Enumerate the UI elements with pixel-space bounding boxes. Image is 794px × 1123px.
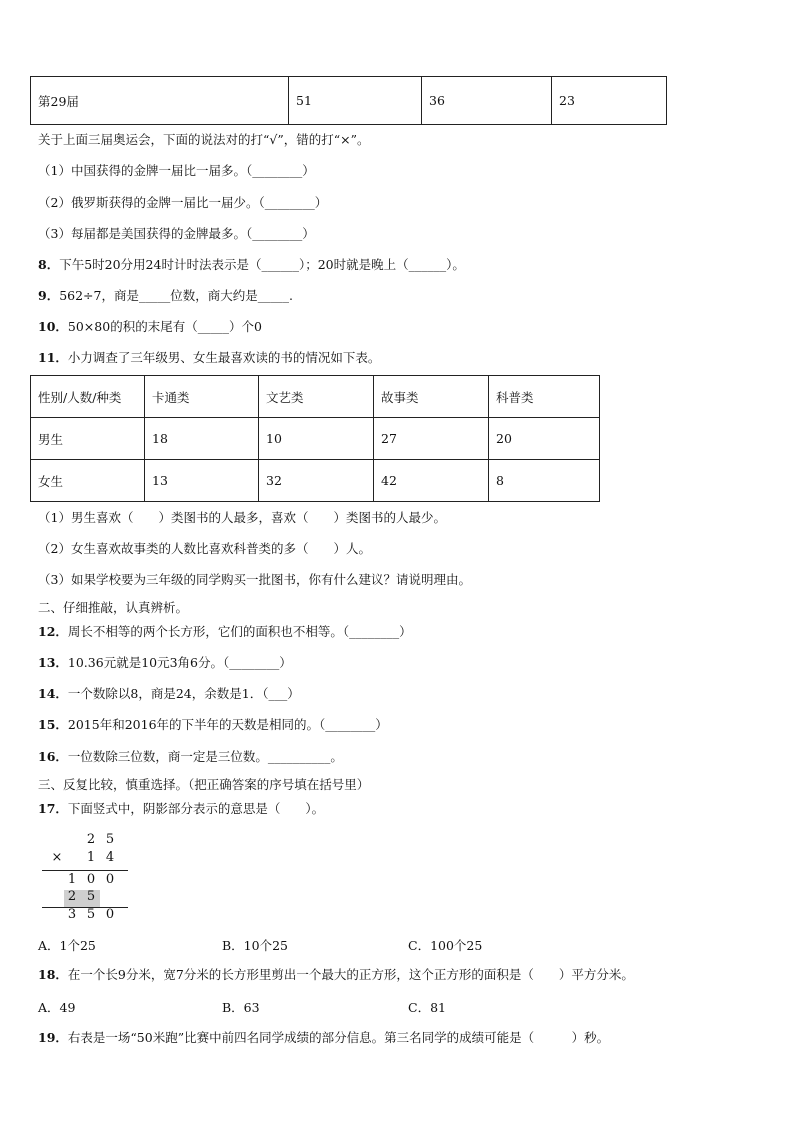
question-text: 562÷7，商是_____位数，商大约是_____.: [59, 288, 293, 303]
table-cell: 20: [489, 418, 600, 460]
option-b: B．10个25: [222, 938, 288, 953]
vertical-multiplication: [40, 828, 140, 928]
table-header-row: [31, 376, 600, 418]
table-header-cell: 科普类: [489, 376, 600, 418]
section-heading: 二、仔细推敲，认真辨析。: [38, 600, 189, 615]
question-text: 一个数除以8，商是24，余数是1．（___）: [67, 686, 300, 701]
q11-sub: （2）女生喜欢故事类的人数比喜欢科普类的多（ ）人。: [38, 541, 371, 556]
question-17: [38, 801, 324, 817]
question-number: 17．: [38, 801, 68, 816]
question-10: [38, 319, 262, 335]
q11-sub: （1）男生喜欢（ ）类图书的人最多，喜欢（ ）类图书的人最少。: [38, 510, 446, 525]
digit: 5: [86, 889, 96, 904]
multiply-sign: ×: [51, 850, 63, 865]
question-9: [38, 288, 293, 304]
table-row: [31, 77, 667, 125]
question-text: 在一个长9分米，宽7分米的长方形里剪出一个最大的正方形，这个正方形的面积是（ ）平方分米。: [67, 967, 634, 982]
table-cell: 32: [259, 460, 374, 502]
section-heading: 三、反复比较，慎重选择。（把正确答案的序号填在括号里）: [38, 777, 370, 792]
digit: 5: [105, 832, 115, 847]
question-text: 小力调查了三年级男、女生最喜欢读的书的情况如下表。: [67, 350, 381, 365]
table-cell: 第29届: [31, 77, 289, 125]
question-number: 11．: [38, 350, 68, 365]
question-number: 16．: [38, 749, 68, 764]
q7-intro: 关于上面三届奥运会，下面的说法对的打“√”，错的打“×”。: [38, 132, 370, 147]
digit: 5: [86, 907, 96, 922]
option-a: A．49: [38, 1000, 76, 1015]
table-header-cell: 文艺类: [259, 376, 374, 418]
question-text: 一位数除三位数，商一定是三位数。__________。: [67, 749, 343, 764]
table-cell: 8: [489, 460, 600, 502]
question-text: 周长不相等的两个长方形，它们的面积也不相等。（________）: [67, 624, 412, 639]
table-cell: 23: [552, 77, 667, 125]
digit: 0: [105, 907, 115, 922]
digit: 3: [67, 907, 77, 922]
table-cell: 男生: [31, 418, 145, 460]
table-header-cell: 故事类: [374, 376, 489, 418]
question-number: 19．: [38, 1030, 68, 1045]
question-number: 8．: [38, 257, 60, 272]
book-survey-table: [30, 375, 600, 502]
table-cell: 51: [289, 77, 422, 125]
q7-item: （1）中国获得的金牌一届比一届多。（________）: [38, 163, 315, 178]
q7-item: （2）俄罗斯获得的金牌一届比一届少。（________）: [38, 195, 328, 210]
option-c: C．100个25: [408, 938, 483, 953]
table-cell: 36: [422, 77, 552, 125]
q7-item: （3）每届都是美国获得的金牌最多。（________）: [38, 226, 315, 241]
table-row: [31, 460, 600, 502]
question-number: 13．: [38, 655, 68, 670]
question-number: 12．: [38, 624, 68, 639]
question-text: 右表是一场“50米跑”比赛中前四名同学成绩的部分信息。第三名同学的成绩可能是（ ）秒。: [67, 1030, 610, 1045]
digit: 1: [67, 872, 77, 887]
question-13: [38, 655, 292, 671]
digit: 4: [105, 850, 115, 865]
question-number: 9．: [38, 288, 60, 303]
digit: 2: [67, 889, 77, 904]
digit: 0: [105, 872, 115, 887]
olympic-table: [30, 76, 667, 125]
table-cell: 女生: [31, 460, 145, 502]
question-19: [38, 1030, 609, 1046]
divider-line: [42, 870, 128, 871]
digit: 1: [86, 850, 96, 865]
table-cell: 18: [145, 418, 259, 460]
table-cell: 13: [145, 460, 259, 502]
table-header-cell: 性别/人数/种类: [31, 376, 145, 418]
question-number: 14．: [38, 686, 68, 701]
option-b: B．63: [222, 1000, 260, 1015]
question-15: [38, 717, 388, 733]
table-row: [31, 418, 600, 460]
table-header-cell: 卡通类: [145, 376, 259, 418]
table-cell: 10: [259, 418, 374, 460]
question-text: 下午5时20分用24时计时法表示是（______）；20时就是晚上（______）。: [59, 257, 465, 272]
question-number: 18．: [38, 967, 68, 982]
question-11: [38, 350, 380, 366]
question-14: [38, 686, 300, 702]
question-8: [38, 257, 465, 273]
digit: 2: [86, 832, 96, 847]
question-text: 50×80的积的末尾有（_____）个0: [67, 319, 262, 334]
table-cell: 27: [374, 418, 489, 460]
digit: 0: [86, 872, 96, 887]
option-c: C．81: [408, 1000, 446, 1015]
q11-sub: （3）如果学校要为三年级的同学购买一批图书，你有什么建议？请说明理由。: [38, 572, 471, 587]
question-12: [38, 624, 412, 640]
question-number: 15．: [38, 717, 68, 732]
question-number: 10．: [38, 319, 68, 334]
question-18: [38, 967, 634, 983]
question-text: 2015年和2016年的下半年的天数是相同的。（________）: [67, 717, 388, 732]
table-cell: 42: [374, 460, 489, 502]
question-text: 下面竖式中，阴影部分表示的意思是（ ）。: [67, 801, 325, 816]
question-16: [38, 749, 343, 765]
option-a: A．1个25: [38, 938, 96, 953]
question-text: 10.36元就是10元3角6分。（________）: [67, 655, 292, 670]
